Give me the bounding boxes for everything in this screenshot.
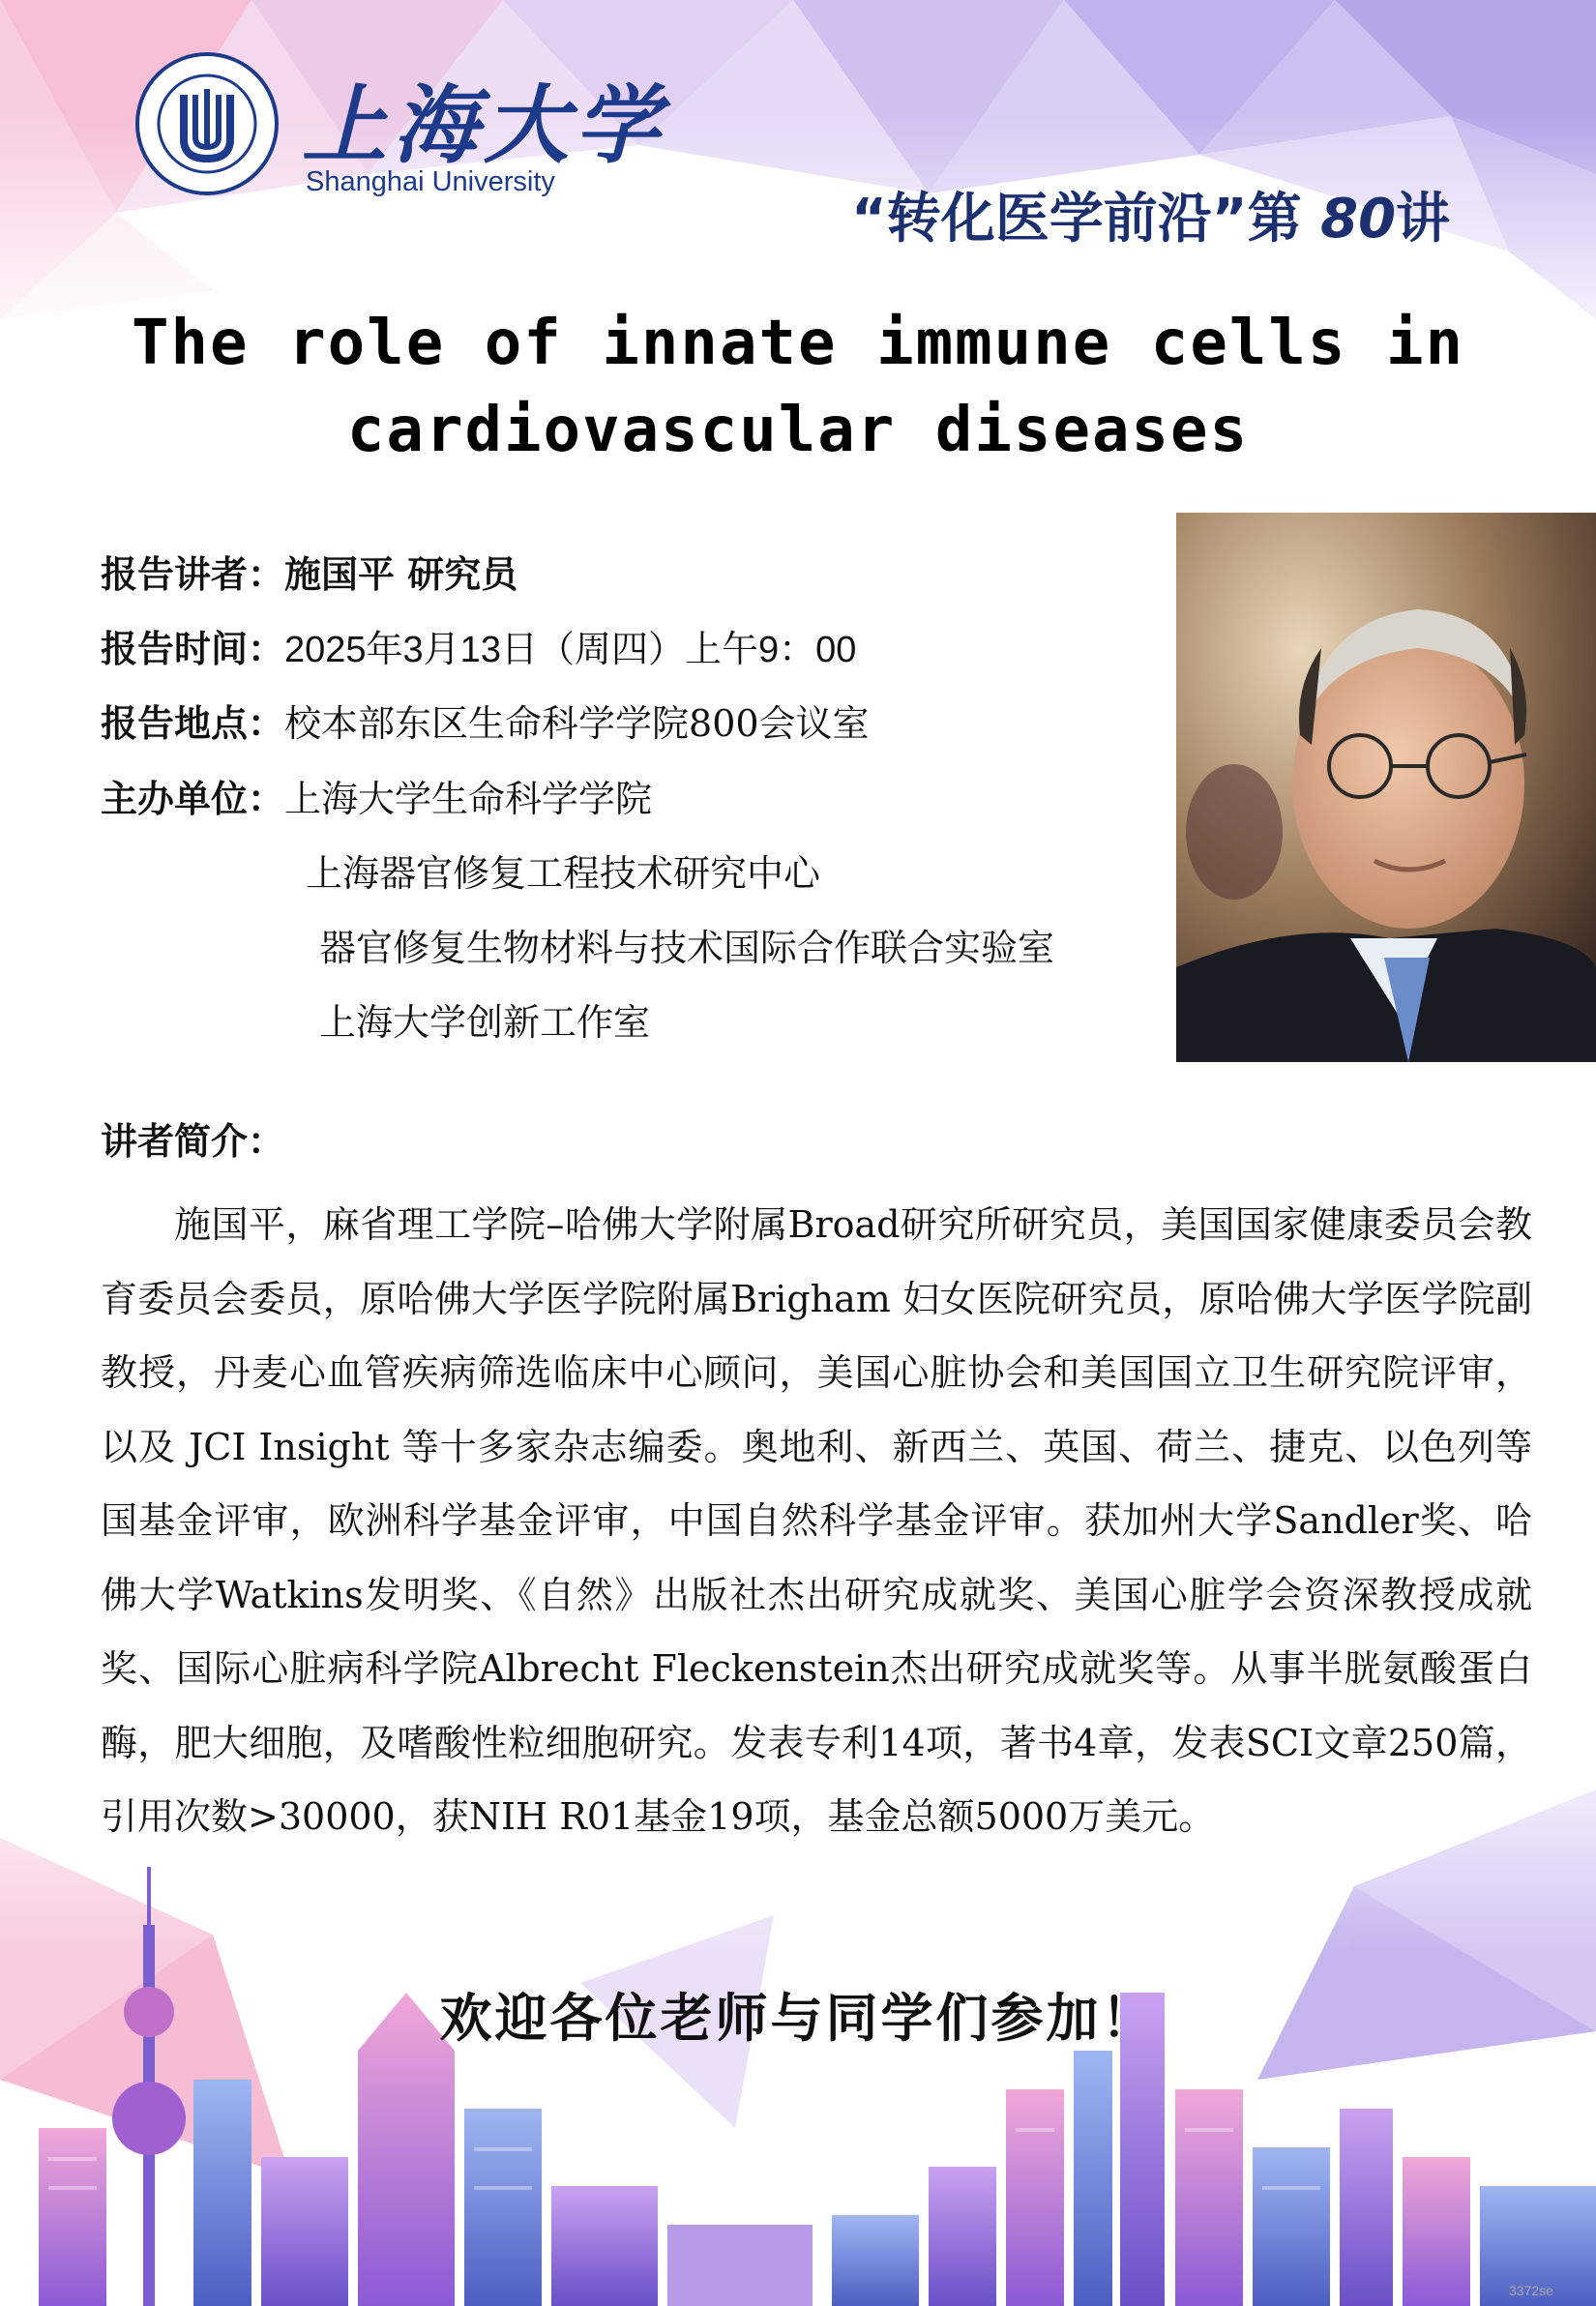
- host-item-2: 上海器官修复工程技术研究中心: [306, 852, 821, 895]
- speaker-value: 施国平 研究员: [284, 552, 518, 596]
- info-row-speaker: [101, 549, 517, 600]
- host-label: 主办单位：: [101, 777, 285, 820]
- info-row-place: [101, 698, 870, 749]
- watermark: 3372se: [1509, 2283, 1553, 2298]
- university-name-en: Shanghai University: [306, 166, 555, 197]
- time-value: 2025年3月13日（周四）上午9：00: [284, 630, 857, 670]
- bio-heading: 讲者简介：: [101, 1119, 285, 1163]
- bio-text: 施国平，麻省理工学院–哈佛大学附属Broad研究所研究员，美国国家健康委员会教育委员会委员，原哈佛大学医学院附属Brigham 妇女医院研究员，原哈佛大学医学院副教授，丹麦心血管疾病筛选临床中心顾问，美国心脏协会和美国国立卫生研究院评审，以及 JCI Insight 等十多家杂志编委。奥地利、新西兰、英国、荷兰、捷克、以色列等国基金评审，欧洲科学基金评审，中国自然科学基金评审。获加州大学Sandler奖、哈佛大学Watkins发明奖、《自然》出版社杰出研究成就奖、美国心脏学会资深教授成就奖、国际心脏病科学院Albrecht Fleckenstein杰出研究成就奖等。从事半胱氨酸蛋白酶，肥大细胞，及嗜酸性粒细胞研究。发表专利14项，著书4章，发表SCI文章250篇，引用次数>30000，获NIH R01基金19项，基金总额5000万美元。: [101, 1203, 1532, 1838]
- place-value: 校本部东区生命科学学院800会议室: [284, 702, 870, 745]
- speaker-label: 报告讲者：: [101, 552, 285, 596]
- talk-title-line-2: cardiovascular diseases: [346, 395, 1250, 466]
- series-number: 80: [1320, 188, 1397, 251]
- speaker-photo: [1176, 513, 1596, 1062]
- talk-title-line-1: The role of innate immune cells in: [131, 308, 1465, 379]
- talk-title: [0, 300, 1596, 474]
- series-title-suffix: 讲: [1396, 188, 1451, 251]
- series-title-prefix: “转化医学前沿”第: [851, 188, 1321, 251]
- series-title: [851, 176, 1450, 253]
- place-label: 报告地点：: [101, 701, 285, 745]
- host-item-1: 上海大学生命科学学院: [284, 778, 653, 820]
- host-item-4: 上海大学创新工作室: [319, 1001, 651, 1044]
- info-row-time: [101, 624, 856, 675]
- university-seal-logo: [133, 50, 281, 197]
- university-name-cn: 上海大学: [302, 74, 666, 175]
- info-row-host: [101, 774, 652, 824]
- host-item-3: 器官修复生物材料与技术国际合作联合实验室: [319, 927, 1055, 969]
- closing-invitation: 欢迎各位老师与同学们参加！: [439, 1987, 1157, 2049]
- time-label: 报告时间：: [101, 627, 285, 670]
